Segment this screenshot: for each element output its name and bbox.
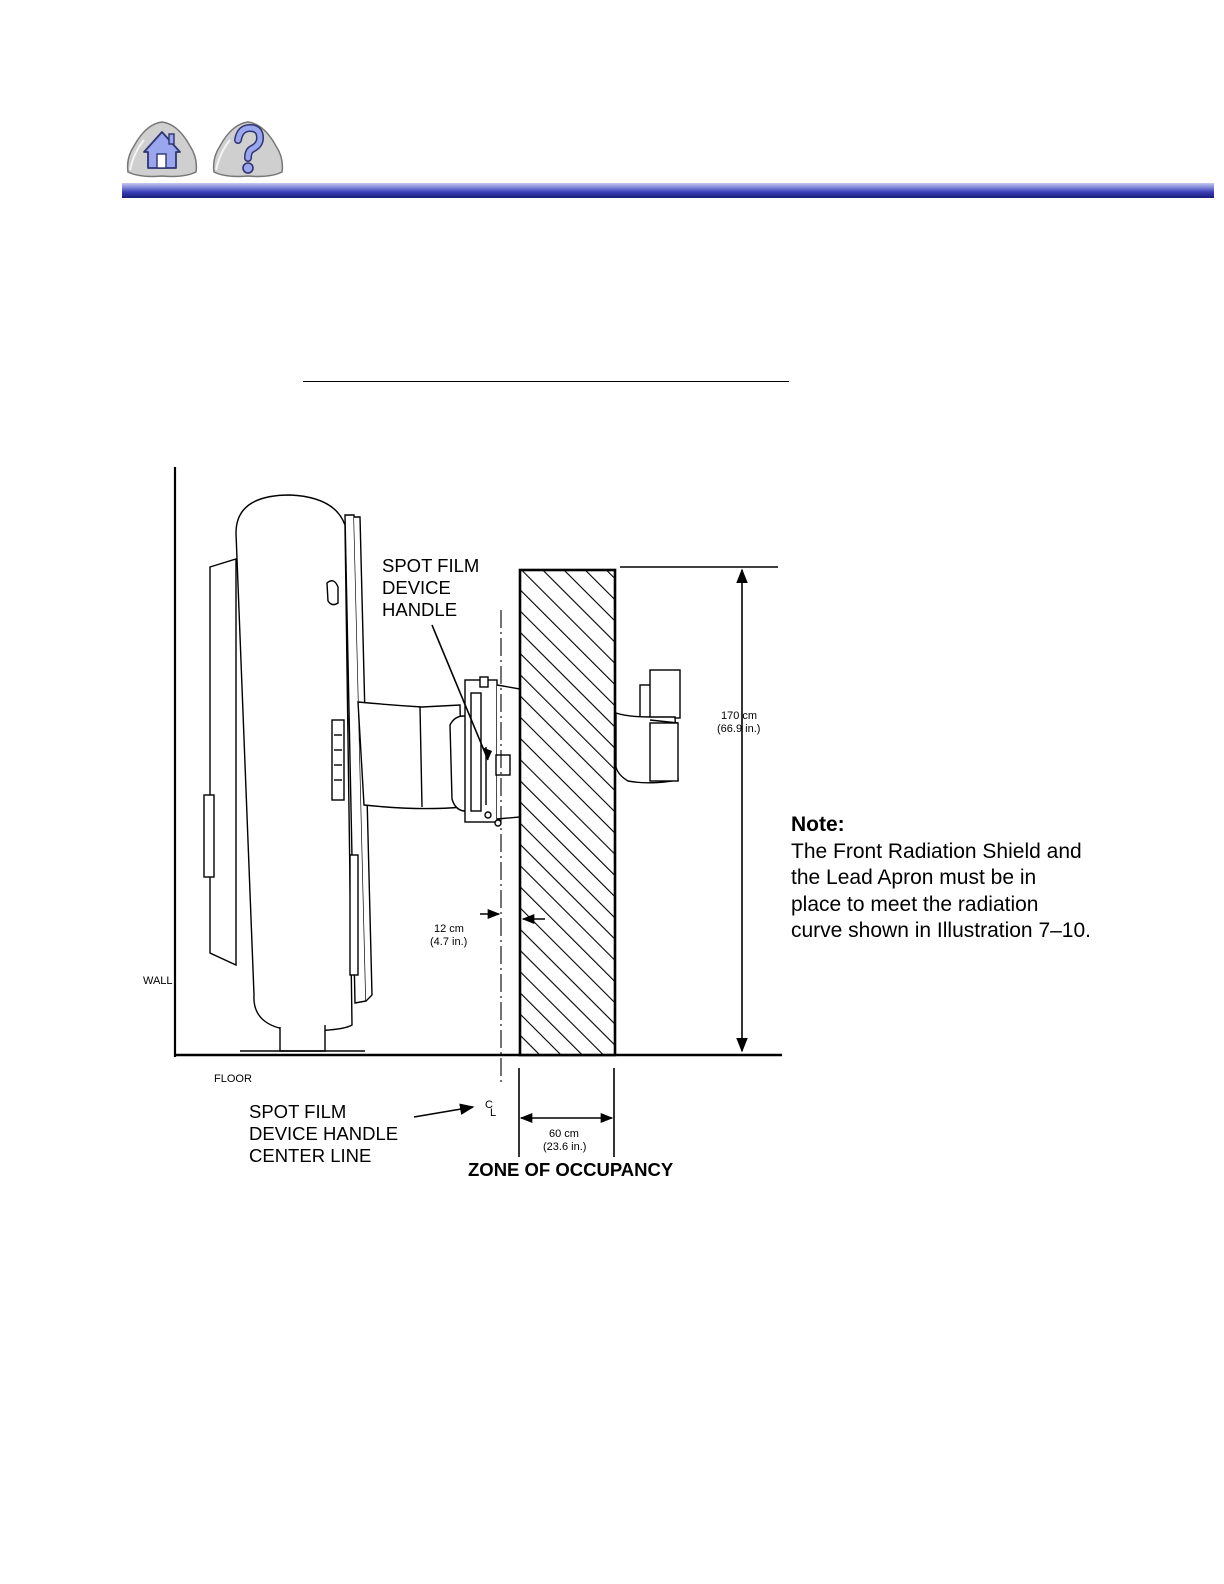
note-body: The Front Radiation Shield and the Lead Apron must be in place to meet the radiation curve shown in Illustration 7–10.	[791, 839, 1091, 942]
zone-of-occupancy-diagram	[130, 455, 810, 1200]
handle-label-line: DEVICE	[382, 577, 451, 598]
offset-in-label: (4.7 in.)	[430, 936, 468, 948]
header-rule	[122, 183, 1214, 198]
wall-label: WALL	[143, 975, 173, 987]
note-title: Note:	[791, 813, 845, 836]
help-button[interactable]	[210, 118, 286, 180]
width-in-label: (23.6 in.)	[543, 1141, 587, 1153]
floor-label: FLOOR	[214, 1073, 252, 1085]
title-underline	[303, 381, 789, 382]
note-block	[791, 812, 1091, 945]
handle-label-line: HANDLE	[382, 599, 458, 620]
zone-of-occupancy-box	[520, 570, 615, 1055]
centerline-label-line: CENTER LINE	[249, 1145, 372, 1166]
handle-label-line: SPOT FILM	[382, 555, 480, 576]
centerline-symbol-l: L	[490, 1107, 497, 1119]
centerline-label-line: DEVICE HANDLE	[249, 1123, 399, 1144]
width-cm-label: 60 cm	[549, 1128, 579, 1140]
svg-text:SPOT FILM DEVICE H	[382, 555, 484, 620]
svg-text:SPOT FILM DEVICE HANDLE	[249, 1101, 403, 1166]
height-in-label: (66.9 in.)	[717, 723, 761, 735]
height-cm-label: 170 cm	[721, 710, 758, 722]
centerline-symbol-c: C	[485, 1099, 493, 1111]
offset-cm-label: 12 cm	[434, 923, 464, 935]
zone-label: ZONE OF OCCUPANCY	[468, 1159, 674, 1180]
centerline-label-line: SPOT FILM	[249, 1101, 347, 1122]
home-button[interactable]	[124, 118, 200, 180]
